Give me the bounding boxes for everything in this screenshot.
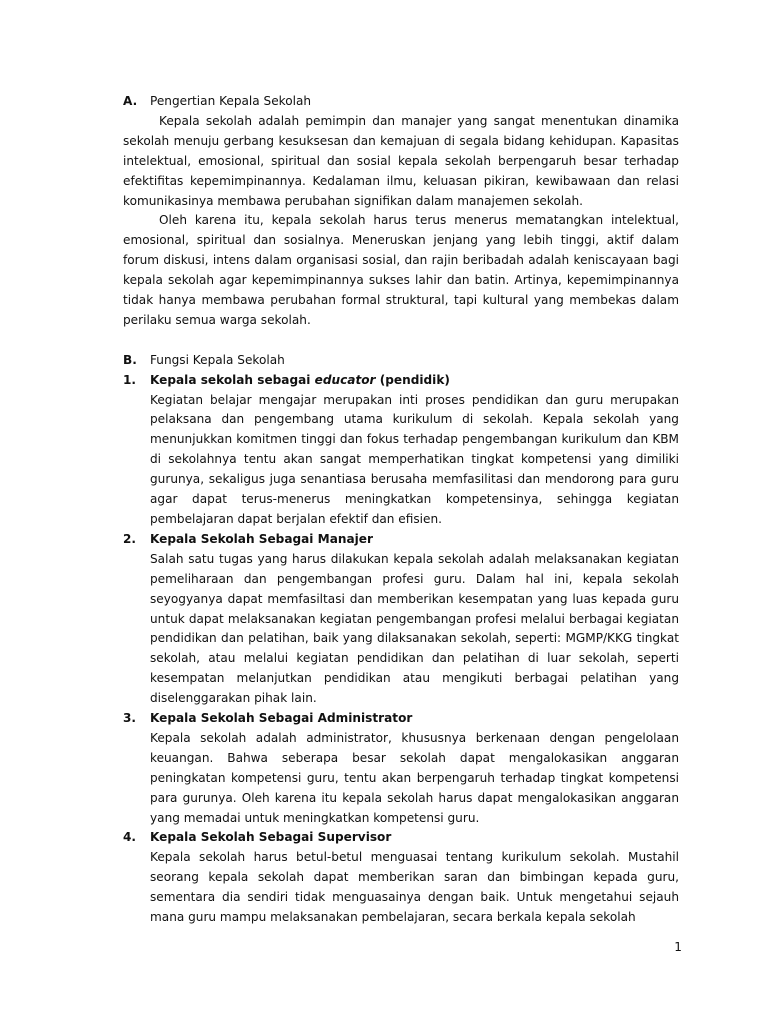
item-title-italic: educator (314, 372, 376, 387)
item-title (150, 371, 679, 391)
section-a-paragraph-1: Kepala sekolah adalah pemimpin dan manajer yang sangat menentukan dinamika sekolah menuju gerbang kesuksesan dan kemajuan di segala bidang kehidupan. Kapasitas intelektual, emosional, spiritual dan sosial kepala sekolah berpengaruh besar terhadap efektifitas kepemimpinannya. Kedalaman ilmu, keluasan pikiran, kewibawaan dan relasi komunikasinya membawa perubahan signifikan dalam manajemen sekolah. (123, 113, 679, 208)
section-a-title: Pengertian Kepala Sekolah (150, 94, 312, 108)
section-b-heading (123, 351, 679, 371)
section-b-marker: B. (123, 352, 137, 367)
section-b-title: Fungsi Kepala Sekolah (150, 352, 285, 367)
list-item (123, 828, 679, 928)
section-spacer (123, 331, 679, 351)
section-a-heading (123, 92, 679, 112)
list-item (123, 530, 679, 709)
list-item (123, 709, 679, 828)
page-content (123, 92, 679, 928)
page-number: 1 (674, 940, 682, 954)
item-body: Kepala sekolah adalah administrator, khususnya berkenaan dengan pengelolaan keuangan. Bahwa seberapa besar sekolah dapat mengalokasikan anggaran peningkatan kompetensi guru, tentu akan berpengaruh terhadap tingkat kompetensi para gurunya. Oleh karena itu kepala sekolah harus dapat mengalokasikan anggaran yang memadai untuk meningkatkan kompetensi guru. (150, 730, 679, 825)
item-number: 2. (123, 531, 137, 546)
item-title-prefix: Kepala sekolah sebagai (150, 372, 315, 387)
section-a-paragraph-2: Oleh karena itu, kepala sekolah harus terus menerus mematangkan intelektual, emosional, spiritual dan sosialnya. Meneruskan jenjang yang lebih tinggi, aktif dalam forum diskusi, intens dalam organisasi sosial, dan rajin beribadah adalah keniscayaan bagi kepala sekolah agar kepemimpinannya sukses lahir dan batin. Artinya, kepemimpinannya tidak hanya membawa perubahan formal struktural, tapi kultural yang membekas dalam perilaku semua warga sekolah. (123, 213, 679, 327)
item-number: 1. (123, 372, 137, 387)
item-title: Kepala Sekolah Sebagai Manajer (150, 531, 373, 546)
item-body: Kegiatan belajar mengajar merupakan inti proses pendidikan dan guru merupakan pelaksana dan pengembang utama kurikulum di sekolah. Kepala sekolah yang menunjukkan komitmen tinggi dan fokus terhadap pengembangan kurikulum dan KBM di sekolahnya tentu akan sangat memperhatikan tingkat kompetensi yang dimiliki gurunya, sekaligus juga senantiasa berusaha memfasilitasi dan mendorong para guru agar dapat terus-menerus meningkatkan kompetensinya, sehingga kegiatan pembelajaran dapat berjalan efektif dan efisien. (150, 392, 679, 526)
item-number: 4. (123, 830, 137, 845)
item-title: Kepala Sekolah Sebagai Administrator (150, 711, 413, 726)
item-number: 3. (123, 711, 137, 726)
item-body: Kepala sekolah harus betul-betul menguasai tentang kurikulum sekolah. Mustahil seorang kepala sekolah dapat memberikan saran dan bimbingan kepada guru, sementara dia sendiri tidak menguasainya dengan baik. Untuk mengetahui sejauh mana guru mampu melaksanakan pembelajaran, secara berkala kepala sekolah (150, 850, 679, 925)
item-title-suffix: (pendidik) (375, 372, 450, 387)
list-item (123, 371, 679, 530)
item-body: Salah satu tugas yang harus dilakukan kepala sekolah adalah melaksanakan kegiatan pemeliharaan dan pengembangan profesi guru. Dalam hal ini, kepala sekolah seyogyanya dapat memfasiltasi dan memberikan kesempatan yang luas kepada guru untuk dapat melaksanakan kegiatan pengembangan profesi melalui berbagai kegiatan pendidikan dan pelatihan, baik yang dilaksanakan sekolah, seperti: MGMP/KKG tingkat sekolah, atau melalui kegiatan pendidikan dan pelatihan di luar sekolah, seperti kesempatan melanjutkan pendidikan atau mengikuti berbagai pelatihan yang diselenggarakan pihak lain. (150, 551, 679, 706)
section-a-marker: A. (123, 94, 138, 108)
item-title: Kepala Sekolah Sebagai Supervisor (150, 830, 392, 845)
